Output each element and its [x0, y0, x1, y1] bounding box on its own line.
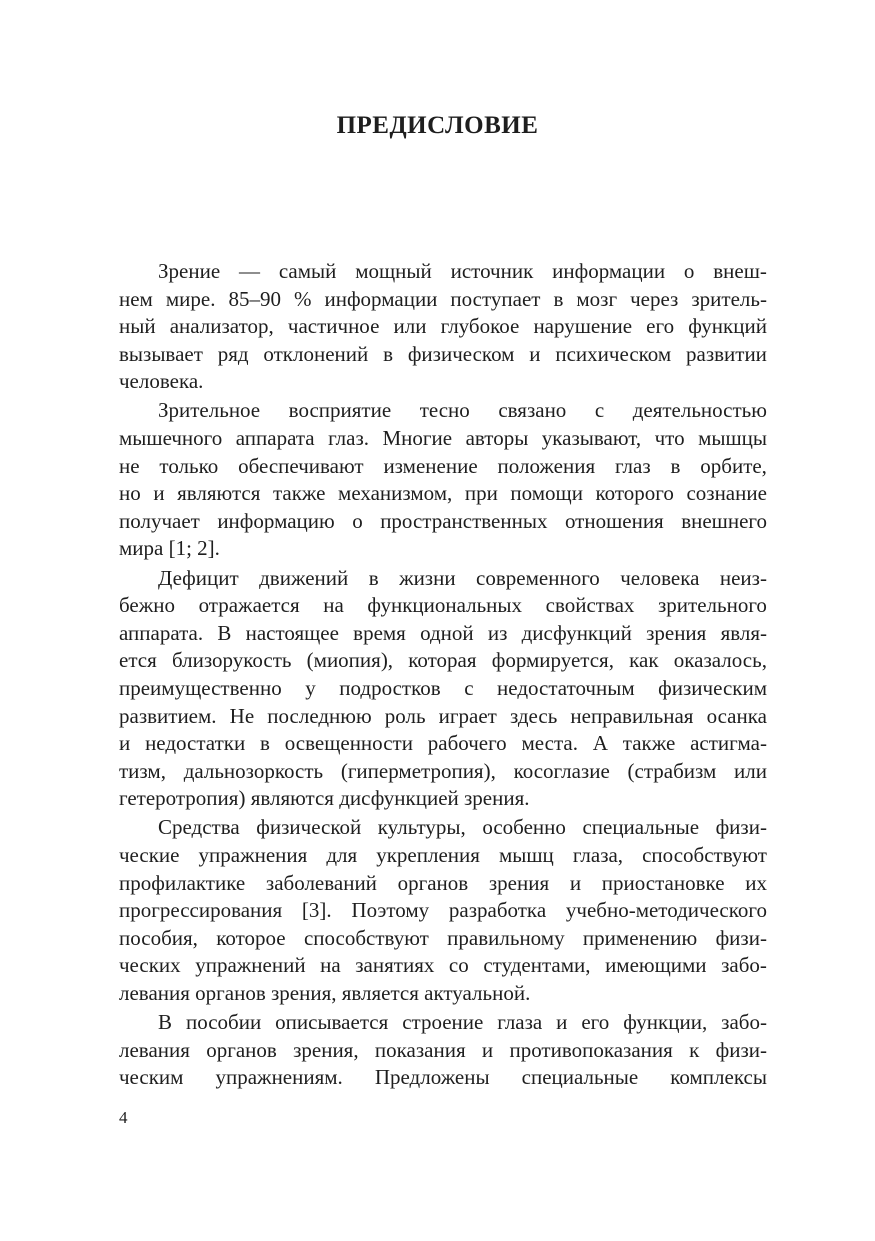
text-line: мышечного аппарата глаз. Многие авторы указывают, что мышцы: [119, 426, 767, 451]
text-line: Дефицит движений в жизни современного человека неиз-: [158, 565, 767, 590]
paragraph-3: [119, 565, 767, 813]
text-line: вызывает ряд отклонений в физическом и психическом развитии: [119, 341, 767, 366]
text-line: и недостатки в освещенности рабочего места. А также астигма-: [119, 731, 767, 756]
text-line: нем мире. 85–90 % информации поступает в мозг через зритель-: [119, 286, 767, 311]
text-line: левания органов зрения, является актуальной.: [119, 980, 531, 1005]
page-title: ПРЕДИСЛОВИЕ: [336, 112, 539, 139]
paragraph-5: [119, 1009, 767, 1092]
text-line: ческим упражнениям. Предложены специальные комплексы: [119, 1065, 767, 1090]
paragraph-4: [119, 814, 767, 1007]
text-line: не только обеспечивают изменение положения глаз в орбите,: [119, 453, 767, 478]
text-line: получает информацию о пространственных отношения внешнего: [119, 508, 767, 533]
body-text: [119, 258, 767, 1093]
text-line: гетеротропия) являются дисфункцией зрения.: [119, 786, 530, 811]
paragraph-1: [119, 258, 767, 396]
text-line: тизм, дальнозоркость (гиперметропия), косоглазие (страбизм или: [119, 758, 767, 783]
text-line: ный анализатор, частичное или глубокое нарушение его функций: [119, 314, 767, 339]
text-line: бежно отражается на функциональных свойствах зрительного: [119, 593, 767, 618]
text-line: ется близорукость (миопия), которая формируется, как оказалось,: [119, 648, 767, 673]
text-line: пособия, которое способствуют правильному применению физи-: [119, 925, 767, 950]
text-line: профилактике заболеваний органов зрения и приостановке их: [119, 870, 767, 895]
text-line: мира [1; 2].: [119, 536, 220, 561]
paragraph-2: [119, 397, 767, 563]
page-number: 4: [119, 1108, 128, 1127]
text-line: человека.: [119, 369, 204, 394]
text-line: Зрение — самый мощный источник информации о внеш-: [158, 259, 767, 283]
text-line: В пособии описывается строение глаза и его функции, забо-: [158, 1010, 767, 1035]
text-line: ческих упражнений на занятиях со студентами, имеющими забо-: [119, 953, 767, 978]
text-line: аппарата. В настоящее время одной из дисфункций зрения явля-: [119, 620, 767, 645]
text-line: развитием. Не последнюю роль играет здесь неправильная осанка: [119, 703, 767, 728]
text-line: ческие упражнения для укрепления мышц глаза, способствуют: [119, 842, 767, 867]
text-line: преимущественно у подростков с недостаточным физическим: [119, 675, 767, 700]
text-line: Зрительное восприятие тесно связано с деятельностью: [158, 398, 767, 423]
text-line: но и являются также механизмом, при помощи которого сознание: [119, 481, 767, 506]
text-line: левания органов зрения, показания и противопоказания к физи-: [119, 1037, 767, 1062]
text-line: прогрессирования [3]. Поэтому разработка учебно-методического: [119, 898, 767, 923]
text-line: Средства физической культуры, особенно специальные физи-: [158, 815, 767, 840]
